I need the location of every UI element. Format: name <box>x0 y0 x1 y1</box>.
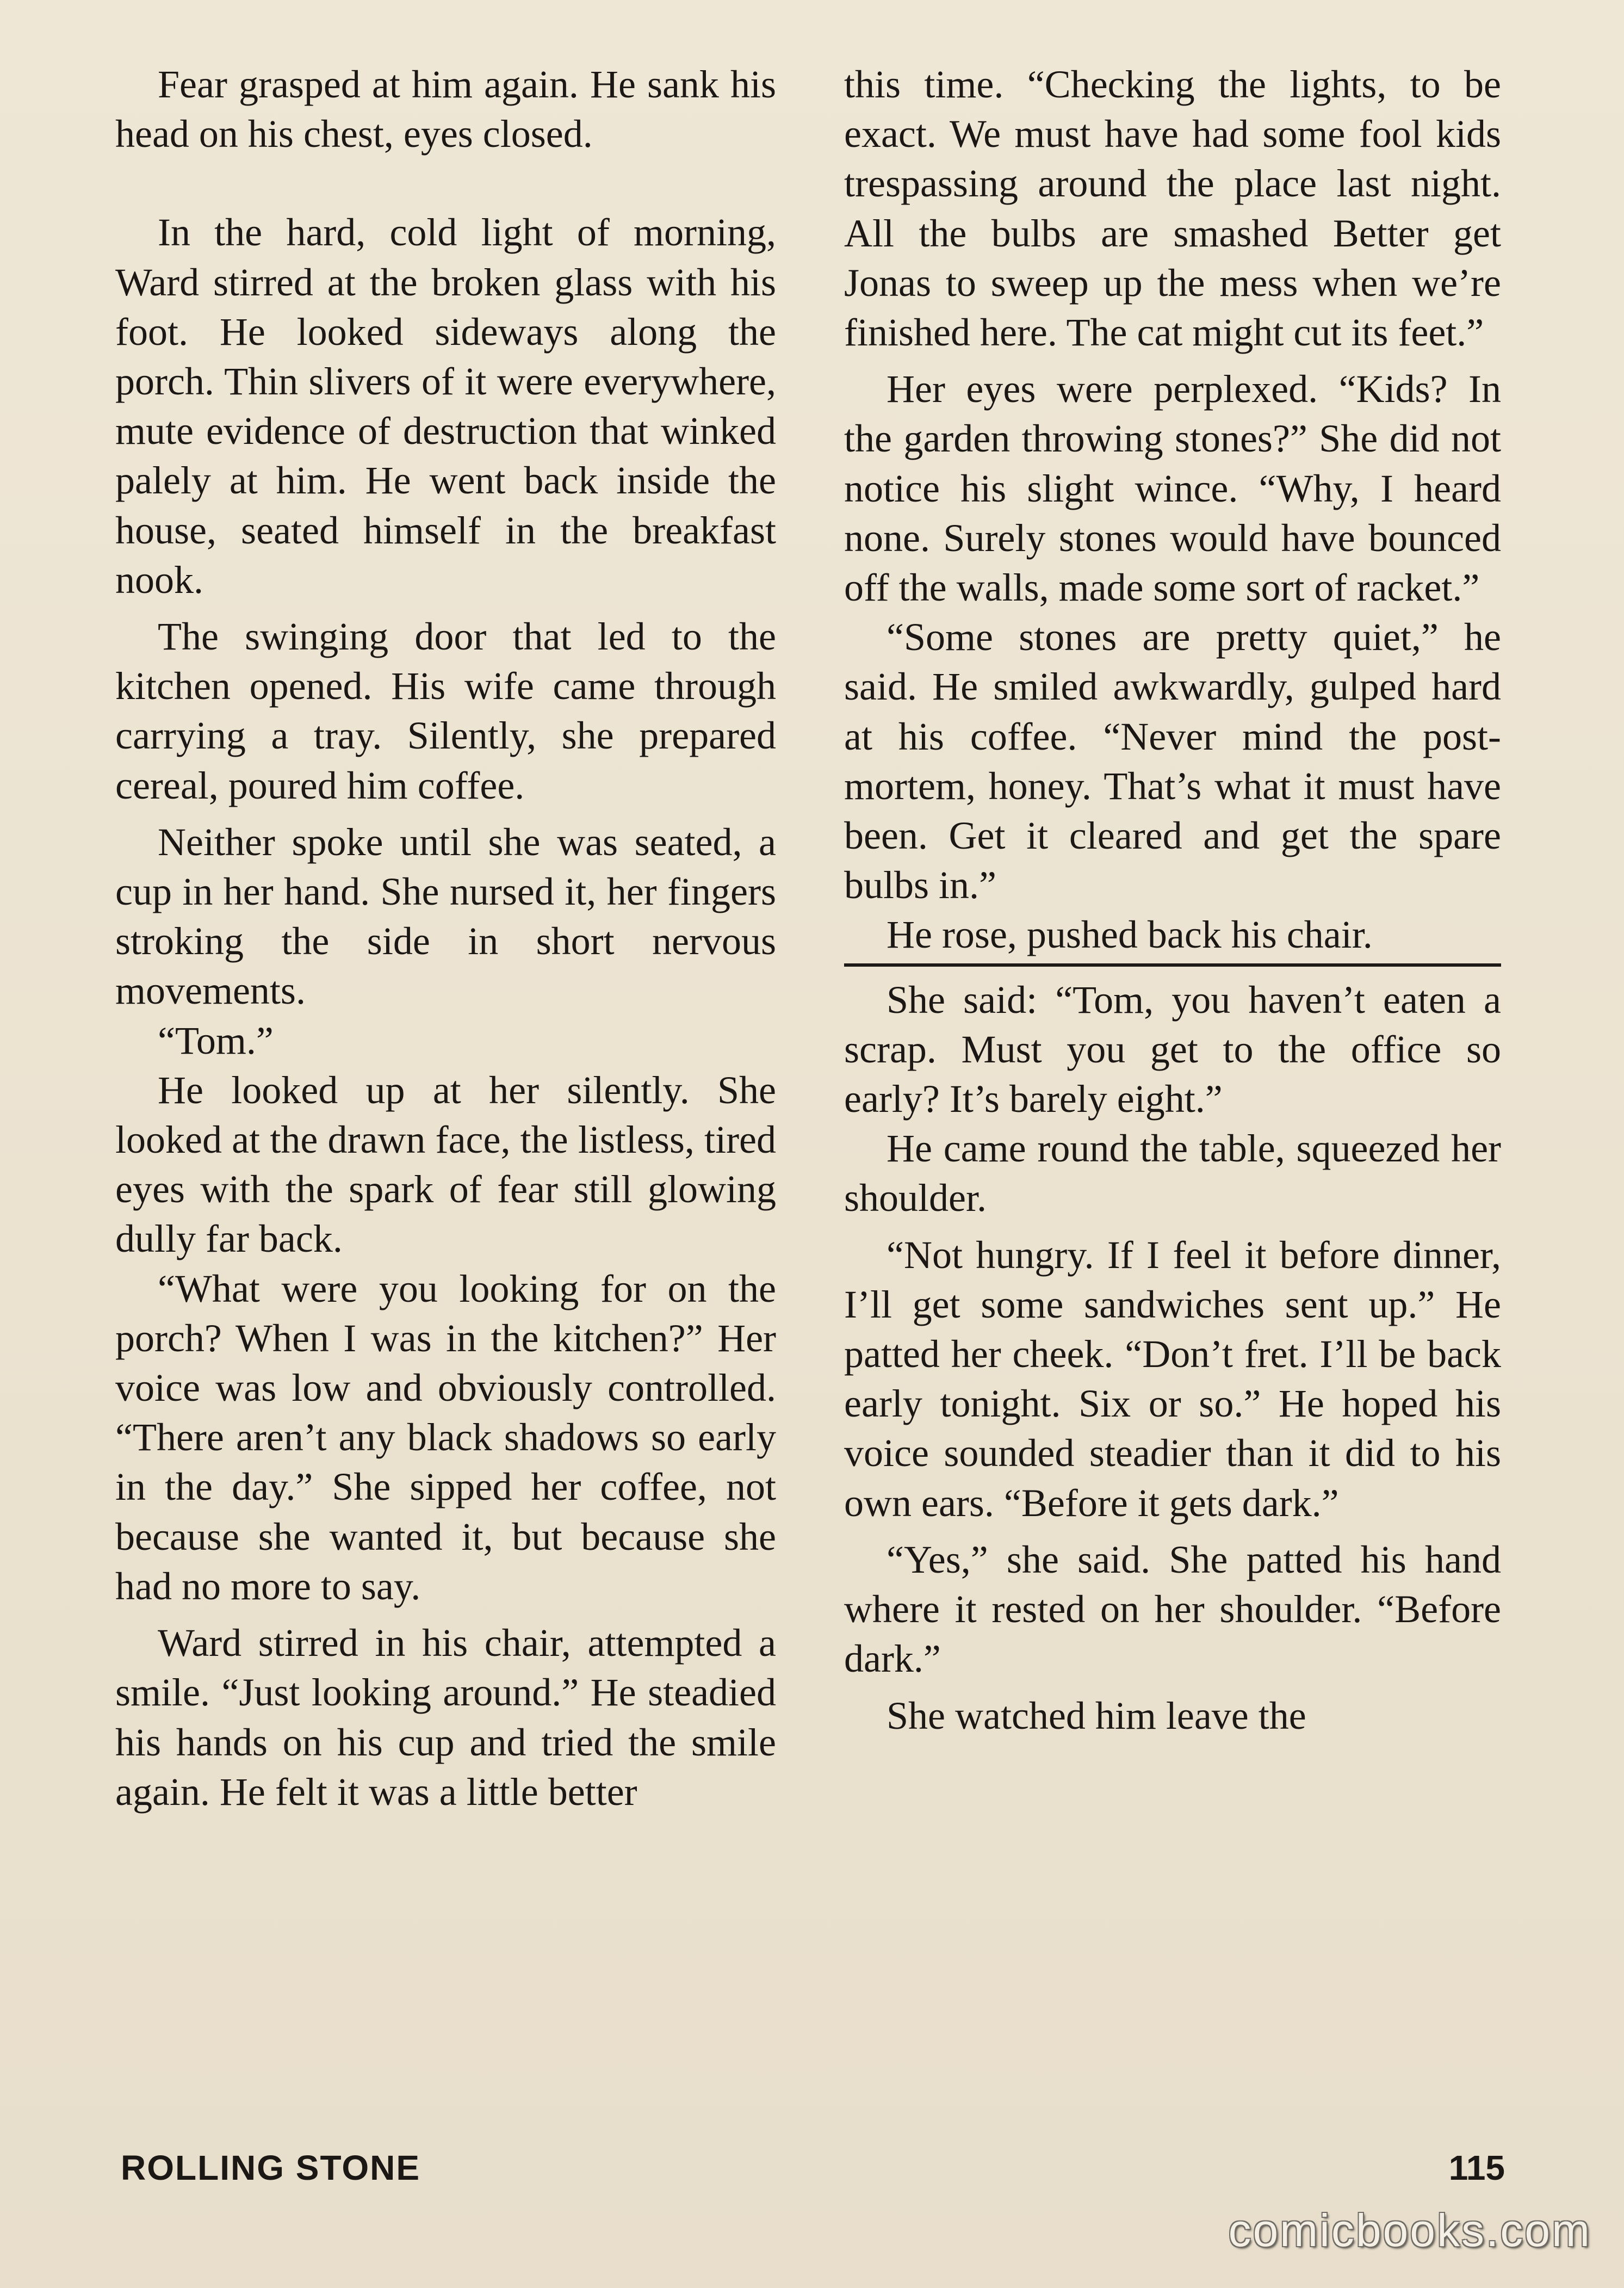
site-watermark: comicbooks.com <box>1228 2205 1591 2256</box>
paragraph: “Some stones are pretty quiet,” he said. He smiled awkwardly, gulped hard at his coffee. “Never mind the post-mortem, honey. That’s what it must have been. Get it cleared and get the spare bulbs in.” <box>844 615 1501 907</box>
paragraph: “Not hungry. If I feel it before dinner, I’ll get some sandwiches sent up.” He patted her cheek. “Don’t fret. I’ll be back early tonight. Six or so.” He hoped his voice sounded steadier than it did to his own ears. “Before it gets dark.” <box>844 1233 1501 1525</box>
paragraph: He came round the table, squeezed her shoulder. <box>844 1127 1501 1220</box>
paragraph: The swinging door that led to the kitchen opened. His wife came through carrying a tray. Silently, she prepared cereal, poured him coffee. <box>115 615 776 807</box>
page-footer <box>121 2143 1505 2192</box>
paragraph: “Yes,” she said. She patted his hand where it rested on her shoulder. “Before dark.” <box>844 1537 1501 1681</box>
paragraph: She watched him leave the <box>887 1693 1306 1737</box>
paragraph: In the hard, cold light of morning, Ward stirred at the broken glass with his foot. He looked sideways along the porch. Thin slivers of it were everywhere, mute evidence of destruction that winked palely at him. He went back inside the house, seated himself in the breakfast nook. <box>115 211 776 602</box>
paragraph: Her eyes were perplexed. “Kids? In the garden throwing stones?” She did not notice his slight wince. “Why, I heard none. Surely stones would have bounced off the walls, made some sort of racket.” <box>844 367 1501 610</box>
right-text-column <box>844 60 1501 1741</box>
paragraph: He rose, pushed back his chair. <box>887 913 1373 957</box>
paragraph: He looked up at her silently. She looked at the drawn face, the listless, tired eyes with the spark of fear still glowing dully far back. <box>115 1068 776 1261</box>
left-text-column <box>115 60 776 1817</box>
paragraph: this time. “Checking the lights, to be exact. We must have had some fool kids trespassing around the place last night. All the bulbs are smashed Better get Jonas to sweep up the mess when we’re finished here. The cat might cut its feet.” <box>844 63 1501 355</box>
running-footer-title: ROLLING STONE <box>121 2148 421 2187</box>
section-divider-rule <box>844 963 1501 967</box>
paragraph: “What were you looking for on the porch? When I was in the kitchen?” Her voice was low and obviously controlled. “There aren’t any black shadows so early in the day.” She sipped her coffee, not because she wanted it, but because she had no more to say. <box>115 1266 776 1608</box>
paragraph: Neither spoke until she was seated, a cup in her hand. She nursed it, her fingers stroking the side in short nervous movements. <box>115 820 776 1013</box>
paragraph: Fear grasped at him again. He sank his head on his chest, eyes closed. <box>115 63 776 156</box>
page-number: 115 <box>1448 2148 1505 2187</box>
paragraph: “Tom.” <box>158 1018 274 1062</box>
paragraph: Ward stirred in his chair, attempted a smile. “Just looking around.” He steadied his hands on his cup and tried the smile again. He felt it was a little better <box>115 1621 776 1814</box>
paragraph: She said: “Tom, you haven’t eaten a scrap. Must you get to the office so early? It’s barely eight.” <box>844 978 1501 1121</box>
